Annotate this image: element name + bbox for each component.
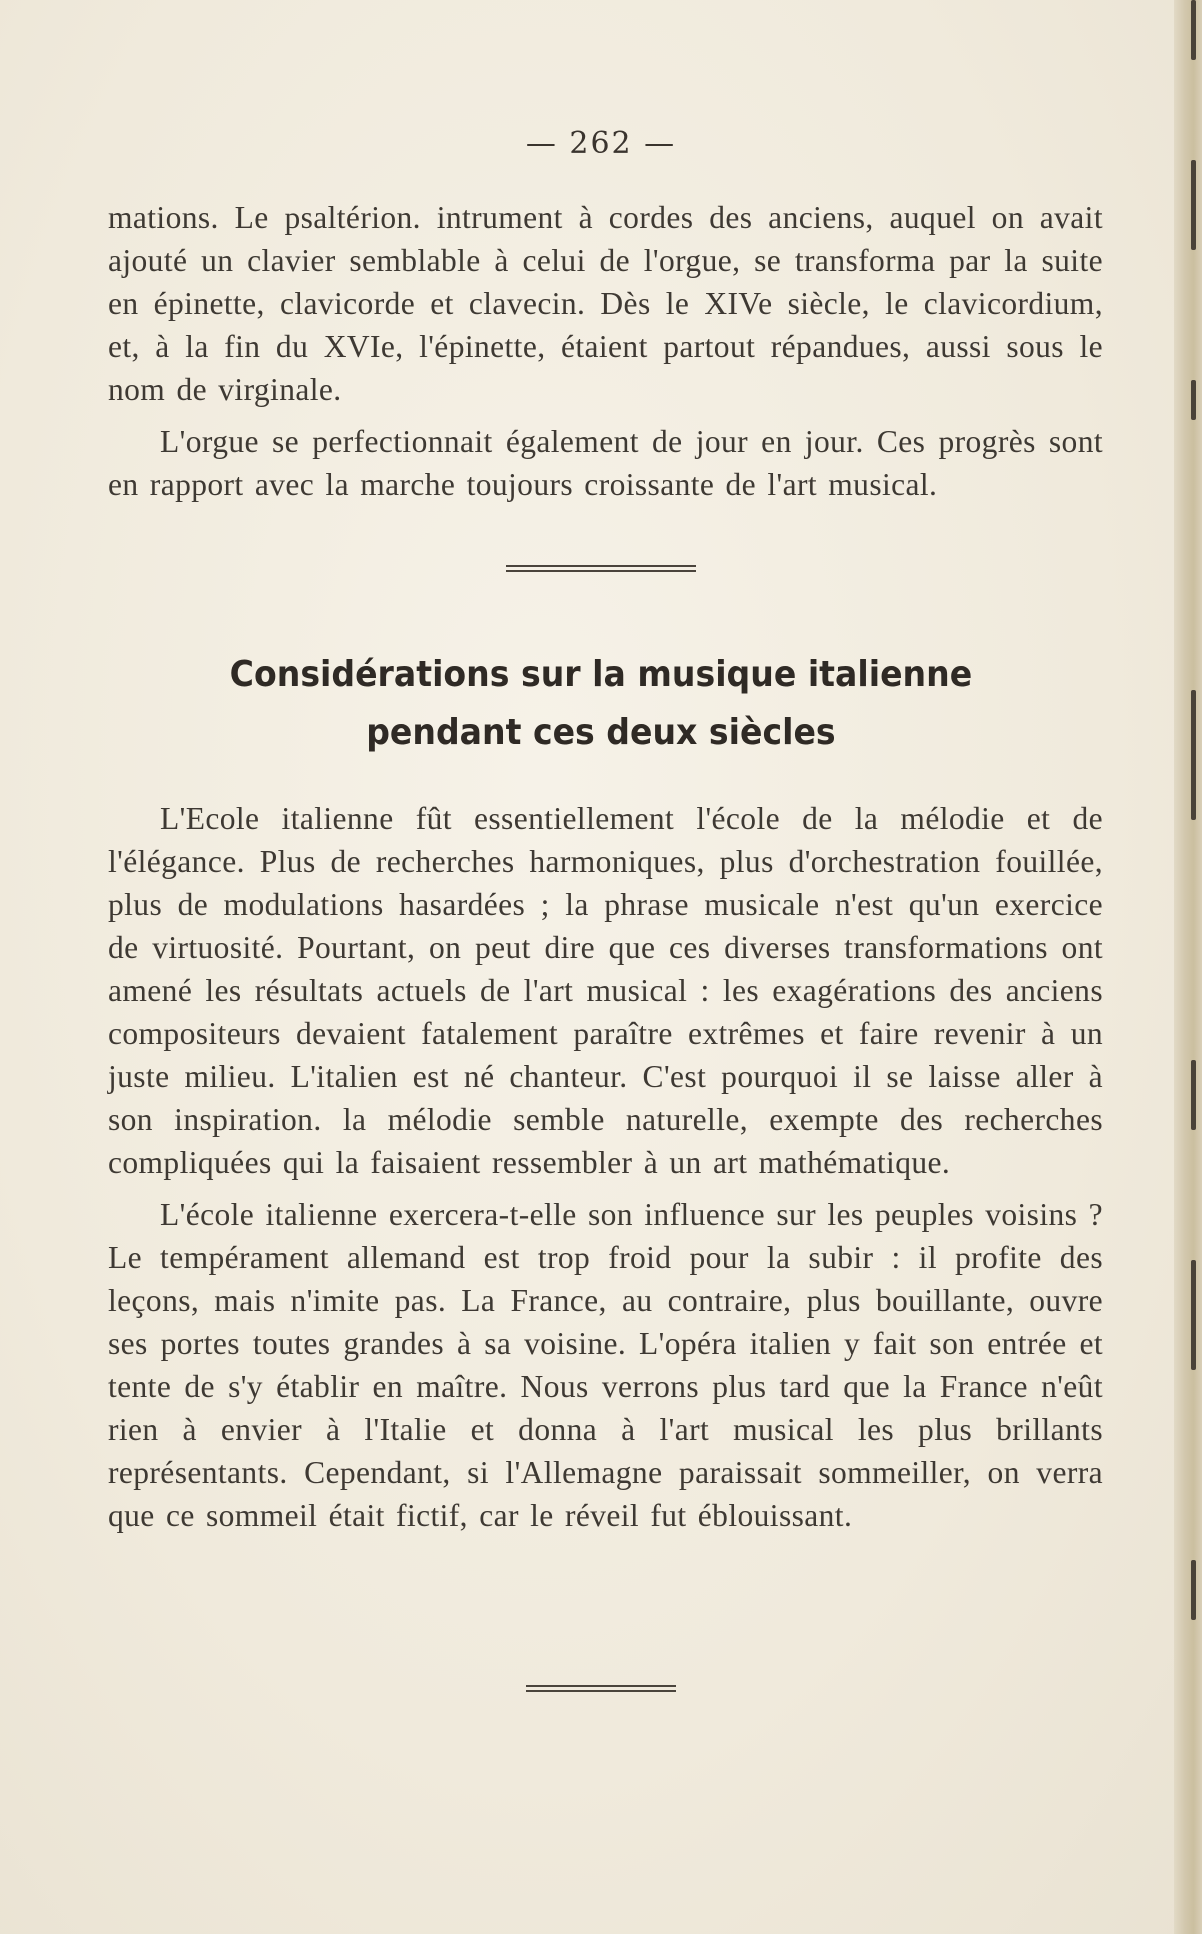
edge-mark [1191, 690, 1196, 820]
intro-paragraph: mations. Le psaltérion. intrument à cordes des anciens, auquel on avait ajouté un clavier semblable à celui de l'orgue, se transforma par la suite en épinette, clavicorde et clavecin. Dès le XIVe siècle, le clavicordium, et, à la fin du XVIe, l'épinette, étaient partout répandues, aussi sous le nom de virginale. [108, 200, 1103, 407]
edge-mark [1191, 0, 1196, 60]
section-paragraph: L'école italienne exercera-t-elle son influence sur les peuples voisins ? Le tempérament allemand est trop froid pour la subir : il profite des leçons, mais n'imite pas. La France, au contraire, plus bouillante, ouvre ses portes toutes grandes à sa voisine. L'opéra italien y fait son entrée et tente de s'y établir en maître. Nous verrons plus tard que la France n'eût rien à envier à l'Italie et donna à l'art musical les plus brillants représentants. Cependant, si l'Allemagne paraissait sommeiller, on verra que ce sommeil était fictif, car le réveil fut éblouissant. [108, 1197, 1103, 1533]
section-heading [48, 646, 1154, 762]
page-edge-shadow [1174, 0, 1202, 1934]
section-heading-line: pendant ces deux siècles [366, 712, 836, 753]
edge-mark [1191, 1260, 1196, 1370]
edge-mark [1191, 160, 1196, 250]
double-rule [506, 565, 696, 572]
edge-mark [1191, 1560, 1196, 1620]
section-divider [0, 565, 1202, 572]
intro-text [108, 196, 1103, 506]
intro-paragraph: L'orgue se perfectionnait également de jour en jour. Ces progrès sont en rapport avec la marche toujours croissante de l'art musical. [108, 424, 1103, 502]
section-body [108, 797, 1103, 1537]
double-rule [526, 1685, 676, 1692]
end-divider [0, 1685, 1202, 1692]
edge-mark [1191, 1060, 1196, 1130]
section-paragraph: L'Ecole italienne fût essentiellement l'école de la mélodie et de l'élégance. Plus de recherches harmoniques, plus d'orchestration fouillée, plus de modulations hasardées ; la phrase musicale n'est qu'un exercice de virtuosité. Pourtant, on peut dire que ces diverses transformations ont amené les résultats actuels de l'art musical : les exagérations des anciens compositeurs devaient fatalement paraître extrêmes et faire revenir à un juste milieu. L'italien est né chanteur. C'est pourquoi il se laisse aller à son inspiration. la mélodie semble naturelle, exempte des recherches compliquées qui la faisaient ressembler à un art mathématique. [108, 801, 1103, 1180]
page-number: — 262 — [525, 126, 677, 161]
edge-mark [1191, 380, 1196, 420]
section-heading-line: Considérations sur la musique italienne [229, 654, 973, 695]
